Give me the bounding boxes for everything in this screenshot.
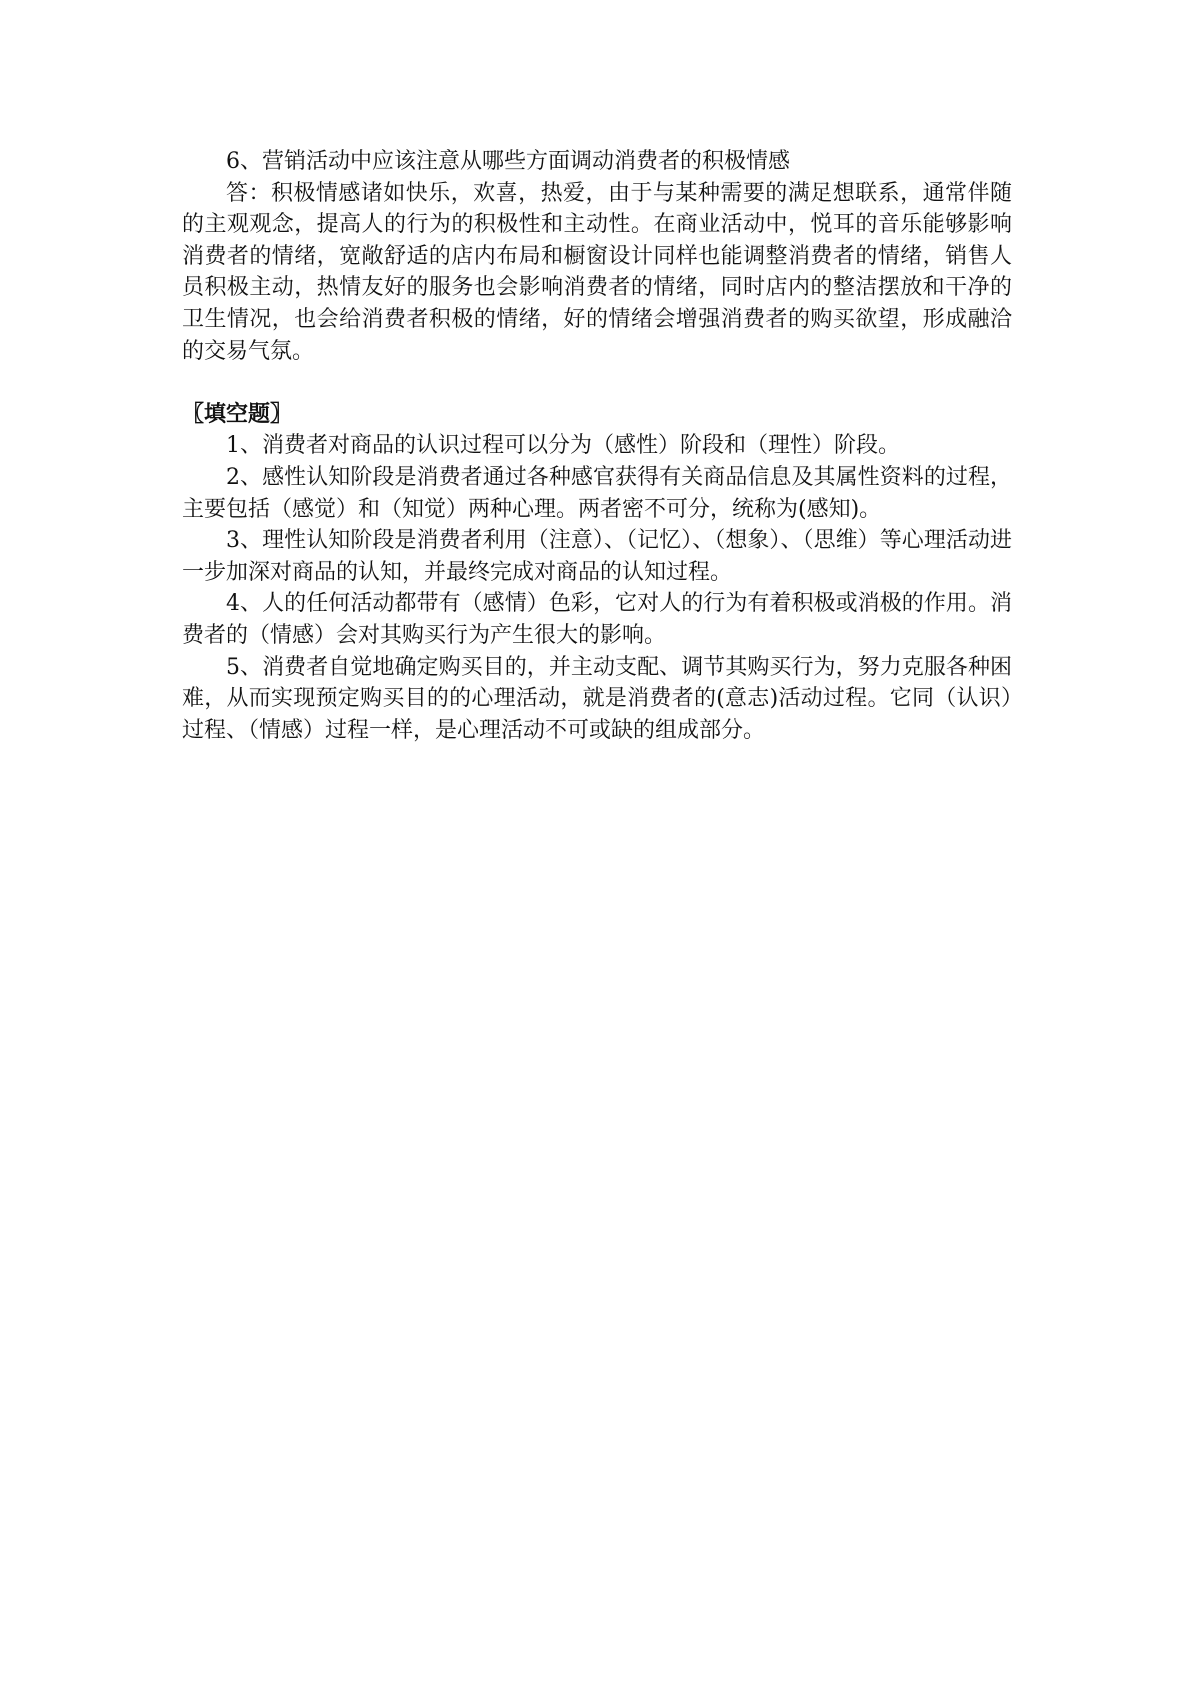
fill-blank-item-3: 3、理性认知阶段是消费者利用（注意）、（记忆）、（想象）、（思维）等心理活动进一步加深对商品的认知，并最终完成对商品的认知过程。 (182, 528, 1012, 585)
fill-blank-item-2: 2、感性认知阶段是消费者通过各种感官获得有关商品信息及其属性资料的过程，主要包括（感觉）和（知觉）两种心理。两者密不可分，统称为(感知)。 (182, 464, 1012, 522)
question-6: 6、营销活动中应该注意从哪些方面调动消费者的积极情感 (226, 149, 790, 174)
section-heading-fill-blank: 〖填空题〗 (182, 400, 293, 427)
section-spacer (182, 367, 1012, 399)
fill-blank-item-1: 1、消费者对商品的认识过程可以分为（感性）阶段和（理性）阶段。 (226, 433, 900, 459)
document-body (182, 146, 1012, 746)
answer-6: 答：积极情感诸如快乐，欢喜，热爱，由于与某种需要的满足想联系，通常伴随的主观观念，提高人的行为的积极性和主动性。在商业活动中，悦耳的音乐能够影响消费者的情绪，宽敞舒适的店内布局和橱窗设计同样也能调整消费者的情绪，销售人员积极主动，热情友好的服务也会影响消费者的情绪，同时店内的整洁摆放和干净的卫生情况，也会给消费者积极的情绪，好的情绪会增强消费者的购买欲望，形成融洽的交易气氛。 (182, 180, 1012, 364)
fill-blank-item-5: 5、消费者自觉地确定购买目的，并主动支配、调节其购买行为，努力克服各种困难，从而实现预定购买目的的心理活动，就是消费者的(意志)活动过程。它同（认识）过程、（情感）过程一样，是心理活动不可或缺的组成部分。 (182, 654, 1012, 743)
fill-blank-item-4: 4、人的任何活动都带有（感情）色彩，它对人的行为有着积极或消极的作用。消费者的（情感）会对其购买行为产生很大的影响。 (182, 591, 1012, 648)
